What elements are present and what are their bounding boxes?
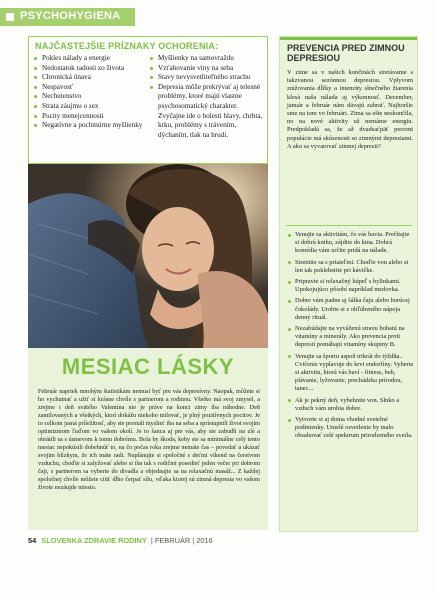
list-item: Pocity menejcennosti: [33, 112, 145, 122]
page-number: 54: [28, 536, 37, 545]
sidebar-intro: V zime sa v našich končinách stretávame s takzvanou sezónnou depresiou. Vplyvom znižovania dĺžky a intenzity slnečného žiarenia klesá naša nálada aj výkonnosť. December, január a február nám dávajú zabrať. Najhoršie sme na tom vo februári. Zima sa ešte neskončila, no na nové aktivity už nemáme energiu. Predpokladá sa, že až dvadsaťpäť percent populácie má skúsenosti so zimnými depresiami. A ako sa vyvarovať zimnej depresii?: [287, 69, 413, 150]
list-item: Myšlienky na samovraždu: [149, 54, 265, 64]
couple-photo: [28, 164, 268, 348]
article-headline: MESIAC LÁSKY: [61, 354, 235, 379]
section-header: [0, 8, 135, 26]
magazine-name: SLOVENKA ZDRAVIE RODINY: [41, 536, 147, 545]
sidebar-divider: [286, 225, 412, 226]
square-icon: [6, 13, 14, 21]
list-item: Nechutenstvo: [33, 92, 145, 102]
symptoms-list-right: [149, 54, 265, 140]
prevention-sidebar: [279, 36, 418, 532]
list-item: Strata záujmu o sex: [33, 102, 145, 112]
list-item: Nedostatok radosti zo života: [33, 64, 145, 74]
list-item: Pokles nálady a energie: [33, 54, 145, 64]
section-label: PSYCHOHYGIENA: [20, 10, 121, 22]
tip-item: Dobre vám padne aj šálka čaju alebo horúcej čokolády. Urobte si z obľúbeného nápoja denný rituál.: [287, 297, 414, 322]
couple-illustration: [28, 164, 268, 348]
symptoms-box: [28, 36, 268, 164]
article-body: Február napriek mnohým štatistikám nemusí byť pre vás depresívny. Naopak, môžete si ho vychutnať a užiť si krásne chvíle s partnerom a rodinou. Všetko má svoj zmysel, a zrejme i deň svätého Valentína nie je práve na konci zimy iba náhodne. Deň zamilovaných a všetkých, ktorí dokážu niekoho milovať, je plný pozitívnych pocitov. Je to celkom jasná príležitosť, aby ste prestali myslieť iba na seba a sprístupnili život svojim optimizmom ľuďom vo vašom okolí. Je to šanca aj pre vás, aby ste zabudli na zlé a obrátili sa s úsmevom k tomu dobrému. Bola by škoda, keby ste sa minimálne celý tento mesiac nepokúsili dobehnúť to, na čo počas roka zrejme nemáte čas – povedať a ukázať svojim blízkym, že ich máte radi. Naplánujte si spoločné s deťmi víkend na čerstvom vzduchu, choďte si zalyžovať alebo si iba tak s rodičmi posedieť jeden večer pri dobrom čaji, s partnerom sa vyberte do divadla a objednajte sa na relaxačnú masáž... Z každej spoločnej chvíle môžete cítiť dlho čerpať sílu, vďaka ktorej sú zimná depresia vo vašom živote nezáujde miesto.: [38, 388, 260, 491]
tip-item: Venujte sa aktivitám, čo vás bavia. Prečítajte si dobrú knihu, zájdite do kina. Dobrá komédia vám určite pridá na nálade.: [287, 231, 414, 256]
tip-item: Vytvorte si aj doma vhodné svetelné podmienky. Umelé osvetlenie by malo obsahovať celé spektrum prirodzeného svetla.: [287, 416, 414, 441]
page-footer: [28, 536, 418, 550]
list-item: Nespavosť: [33, 83, 145, 93]
tip-item: Stretnite sa s priateľmi. Choďte von alebo si len tak poklebetite pri kávičke.: [287, 259, 414, 275]
tip-item: Venujte sa športu aspoň trikrát do týždňa.. Cvičenie vyplavuje do krvi endorfíny. Vyberte si aktivitu, ktorá vás baví - fitness, beh, plávanie, lyžovanie, prechádzka prírodou, tanec...: [287, 353, 414, 394]
symptoms-list-left: [33, 54, 145, 131]
list-item: Stavy nevysvetliteľného strachu: [149, 73, 265, 83]
article-box: [28, 348, 268, 530]
sidebar-title: PREVENCIA PRED ZIMNOU DEPRESIOU: [287, 43, 405, 63]
sidebar-accent-bar: [280, 37, 417, 40]
symptoms-title: NAJČASTEJŠIE PRÍZNAKY OCHORENIA:: [35, 41, 219, 51]
issue-date: | FEBRUÁR | 2016: [150, 536, 213, 545]
tip-item: Nezabúdajte na vyváženú stravu bohatú na vitamíny a minerály. Ako prevencia proti depresii pomáhajú vitamíny skupiny B.: [287, 325, 414, 350]
list-item: Vzťahovanie viny na seba: [149, 64, 265, 74]
list-item: Depresia môže prekrývať aj telesné problémy, ktoré majú vlastne psychosomatický charakter. Zvyčajne ide o bolesti hlavy, chrbta, krku, problémy s trávením, dýchaním, tlak na hrudi.: [149, 83, 265, 141]
tip-item: Ak je pekný deň, vybehnite von. Slnko a vzduch vám urobia dobre.: [287, 397, 414, 413]
tip-item: Pripravte si relaxačný kúpeľ s bylinkami. Upokojujúco pôsobí napríklad medovka.: [287, 278, 414, 294]
list-item: Negatívne a pochmúrne myšlienky: [33, 121, 145, 131]
list-item: Chronická únava: [33, 73, 145, 83]
tips-list: [287, 231, 414, 444]
